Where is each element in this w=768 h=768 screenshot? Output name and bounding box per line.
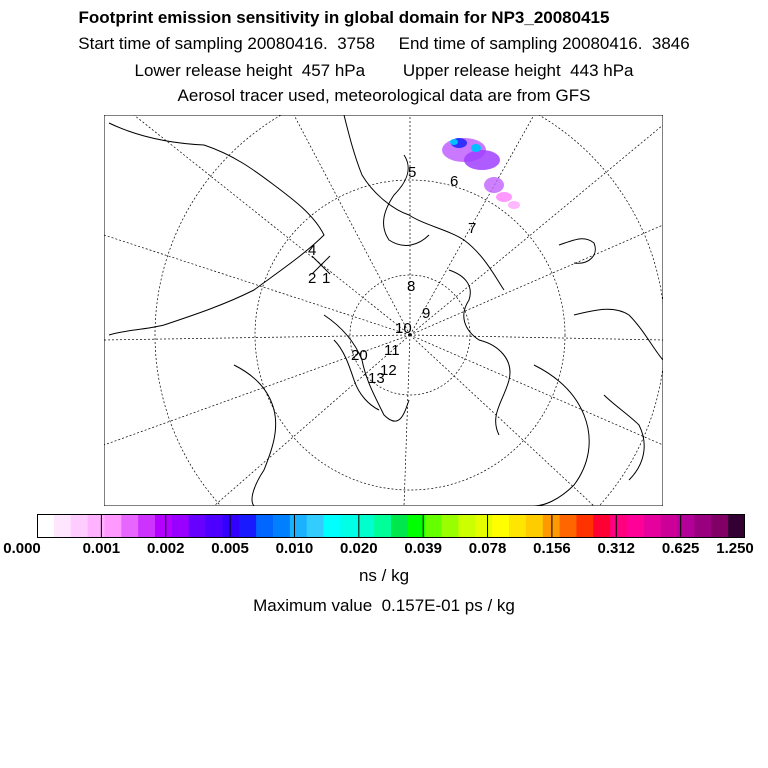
colorbar-cell <box>711 514 728 538</box>
track-label: 12 <box>380 362 397 379</box>
colorbar-cell <box>54 514 71 538</box>
colorbar-tick-label: 0.001 <box>82 540 121 557</box>
colorbar-cell <box>239 514 256 538</box>
track-label: 2 <box>308 270 317 287</box>
colorbar-tick-label: 0.156 <box>533 540 571 557</box>
colorbar-cell <box>425 514 442 538</box>
plot-title: Footprint emission sensitivity in global domain for NP3_20080415 <box>78 8 610 27</box>
map-frame <box>104 115 663 506</box>
track-label: 5 <box>408 164 417 181</box>
track-label: 4 <box>308 242 317 259</box>
colorbar-cell <box>442 514 459 538</box>
colorbar-cell <box>593 514 610 538</box>
colorbar-cell <box>222 514 239 538</box>
colorbar-cell <box>138 514 155 538</box>
colorbar-cell <box>374 514 391 538</box>
colorbar-cell <box>644 514 661 538</box>
colorbar-cell <box>104 514 121 538</box>
colorbar-cell <box>458 514 475 538</box>
colorbar <box>37 514 745 538</box>
colorbar-tick-label: 0.020 <box>340 540 378 557</box>
colorbar-cell <box>627 514 644 538</box>
colorbar-tick-label: 0.002 <box>146 540 185 557</box>
tracer-info-text: Aerosol tracer used, meteorological data are from GFS <box>177 86 591 105</box>
sampling-time-text: Start time of sampling 20080416. 3758 End time of sampling 20080416. 3846 <box>78 34 690 53</box>
colorbar-cell <box>324 514 341 538</box>
colorbar-cell <box>526 514 543 538</box>
track-label: 8 <box>407 278 416 295</box>
track-label: 10 <box>395 320 412 337</box>
plume-patch <box>471 144 481 152</box>
colorbar-tick-label: 0.000 <box>3 540 41 557</box>
colorbar-cell <box>189 514 206 538</box>
colorbar-cell <box>290 514 307 538</box>
colorbar-cell <box>37 514 54 538</box>
colorbar-cell <box>340 514 357 538</box>
colorbar-cell <box>172 514 189 538</box>
polar-map <box>104 115 663 506</box>
colorbar-cell <box>71 514 88 538</box>
colorbar-tick-label: 0.078 <box>468 540 507 557</box>
plume-patch <box>484 177 504 193</box>
track-label: 6 <box>450 173 459 190</box>
colorbar-cell <box>121 514 138 538</box>
colorbar-cell <box>256 514 273 538</box>
colorbar-units: ns / kg <box>358 566 410 585</box>
colorbar-cell <box>307 514 324 538</box>
colorbar-cell <box>576 514 593 538</box>
colorbar-cells <box>37 514 745 538</box>
colorbar-tick-label: 0.005 <box>211 540 249 557</box>
track-label: 9 <box>422 305 431 322</box>
plume-patch <box>496 192 512 202</box>
track-label: 7 <box>468 220 477 237</box>
track-label: 11 <box>384 342 400 359</box>
colorbar-cell <box>728 514 745 538</box>
colorbar-cell <box>560 514 577 538</box>
plume-patch <box>508 201 520 209</box>
release-height-text: Lower release height 457 hPa Upper release height 443 hPa <box>134 61 634 80</box>
colorbar-tick-label: 0.010 <box>275 540 314 557</box>
colorbar-cell <box>475 514 492 538</box>
track-label: 1 <box>322 270 331 287</box>
track-label: 20 <box>351 347 368 364</box>
colorbar-cell <box>88 514 105 538</box>
plume-patch <box>464 150 500 170</box>
track-label: 13 <box>368 370 385 387</box>
maximum-value-text: Maximum value 0.157E-01 ps / kg <box>253 596 515 615</box>
colorbar-cell <box>694 514 711 538</box>
colorbar-tick-label: 0.625 <box>661 540 700 557</box>
colorbar-cell <box>155 514 172 538</box>
colorbar-tick-label: 0.312 <box>597 540 636 557</box>
colorbar-cell <box>273 514 290 538</box>
colorbar-cell <box>492 514 509 538</box>
colorbar-tick-label: 0.039 <box>404 540 442 557</box>
colorbar-cell <box>206 514 223 538</box>
colorbar-tick-label: 1.250 <box>716 540 754 557</box>
colorbar-cell <box>391 514 408 538</box>
colorbar-cell <box>610 514 627 538</box>
colorbar-cell <box>661 514 678 538</box>
colorbar-cell <box>357 514 374 538</box>
plume-patch <box>450 139 458 145</box>
colorbar-cell <box>509 514 526 538</box>
